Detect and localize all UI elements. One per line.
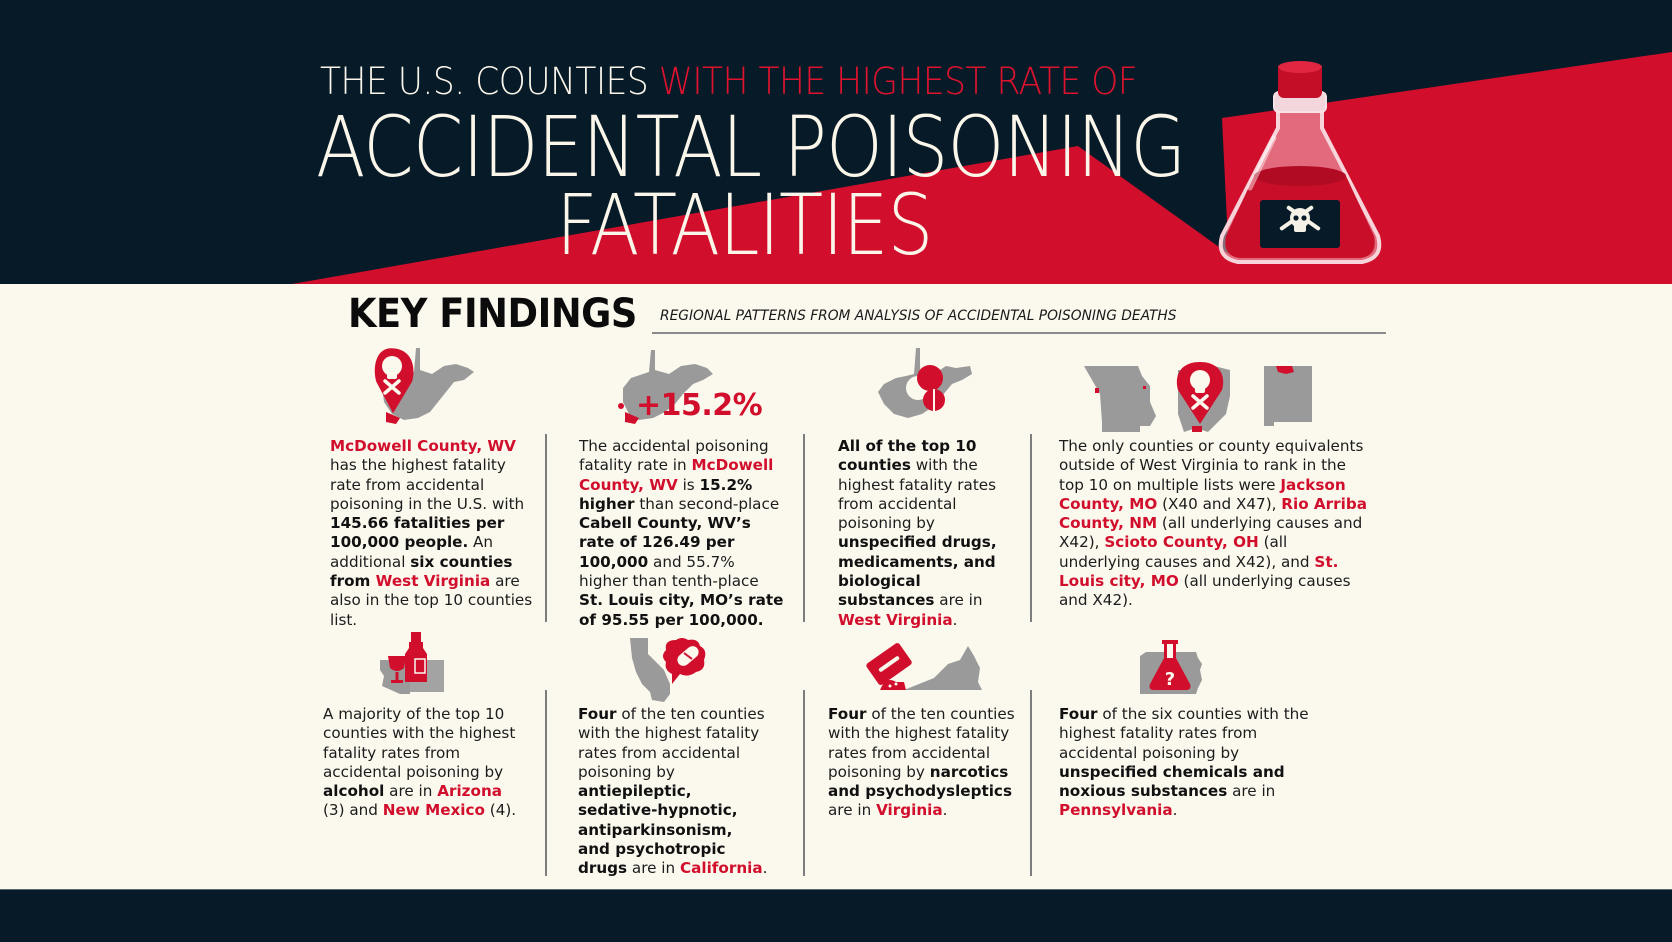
body-text: . [762, 859, 768, 878]
highlight-location: West Virginia [375, 572, 491, 591]
body-text: are in [1227, 782, 1276, 801]
body-text: of the six counties with the highest fatality rates from accidental poisoning by [1059, 705, 1309, 762]
finding-antiepileptic [578, 705, 768, 879]
emphasis-text: six counties from [330, 552, 513, 591]
highlight-location: Jackson County, MO [1059, 475, 1346, 513]
highlight-location: St. Louis city, MO [1059, 552, 1339, 591]
body-text: and 55.7% higher than tenth-place [579, 552, 759, 591]
body-text: than second-place [634, 494, 780, 513]
california-brain-pill-icon [628, 636, 712, 704]
emphasis-text: Four [578, 705, 617, 723]
body-text: are in [828, 801, 877, 820]
body-text: (X40 and X47), [1157, 494, 1282, 513]
highlight-location: Arizona [437, 782, 503, 801]
highlight-location: McDowell County, WV [330, 437, 516, 455]
emphasis-text: alcohol [323, 782, 385, 801]
west-virginia-map-pills-icon [876, 344, 976, 426]
emphasis-text: All of the top 10 counties [838, 437, 977, 475]
finding-chemicals [1059, 705, 1329, 821]
emphasis-text: 145.66 fatalities per 100,000 people. [330, 514, 505, 552]
title-line-3: FATALITIES [556, 176, 933, 274]
body-text: are in [384, 782, 438, 801]
finding-percent-higher [579, 437, 784, 630]
finding-narcotics [828, 705, 1018, 821]
poison-flask-icon [1210, 58, 1390, 268]
body-text: . [1172, 801, 1178, 820]
arizona-new-mexico-alcohol-icon [378, 630, 446, 696]
highlight-location: West Virginia [838, 610, 953, 629]
column-divider [803, 690, 805, 876]
svg-text:?: ? [1164, 669, 1176, 690]
column-divider [545, 434, 547, 622]
body-text: is [677, 475, 700, 494]
finding-outside-west-virginia [1059, 437, 1369, 611]
emphasis-text: 15.2% higher [579, 475, 753, 513]
emphasis-text: unspecified drugs, medicaments, and biological substances [838, 533, 997, 610]
emphasis-text: Cabell County, WV’s rate of 126.49 per 100,000 [579, 514, 751, 571]
finding-unspecified-drugs [838, 437, 1018, 630]
missouri-ohio-new-mexico-maps-icon [1080, 362, 1320, 436]
highlight-location: Virginia [876, 801, 943, 820]
west-virginia-map-skull-pin-icon [372, 344, 476, 424]
column-divider [803, 434, 805, 622]
highlight-location: California [679, 859, 763, 878]
section-underline [652, 332, 1386, 334]
column-divider [545, 690, 547, 876]
header-banner [0, 0, 1672, 284]
footer-band [0, 889, 1672, 942]
section-title: KEY FINDINGS [348, 291, 637, 337]
body-text: . [942, 801, 948, 820]
finding-mcdowell-highest [330, 437, 535, 630]
column-divider [1030, 434, 1032, 622]
body-text: (4). [484, 801, 517, 820]
body-text: A majority of the top 10 counties with the highest fatality rates from accidental poisoning by [323, 705, 516, 781]
emphasis-text: St. Louis city, MO’s rate of 95.55 per 100,000. [579, 591, 784, 629]
highlight-location: McDowell County, WV [579, 456, 774, 494]
title-line-1 [320, 60, 1137, 103]
body-text: The only counties or county equivalents outside of West Virginia to rank in the top 10 on multiple lists were [1059, 437, 1364, 494]
virginia-razor-blade-icon [864, 642, 982, 692]
highlight-location: Pennsylvania [1059, 801, 1173, 820]
emphasis-text: antiepileptic, sedative-hypnotic, antiparkinsonism, and psychotropic drugs [578, 782, 738, 878]
body-text: (3) and [323, 801, 383, 820]
finding-alcohol [323, 705, 523, 821]
body-text: are in [627, 859, 680, 878]
emphasis-text: Four [1059, 705, 1098, 723]
emphasis-text: Four [828, 705, 867, 723]
emphasis-text: unspecified chemicals and noxious substances [1059, 762, 1285, 801]
column-divider [1030, 690, 1032, 876]
highlight-location: New Mexico [382, 801, 485, 820]
emphasis-text: narcotics and psychodysleptics [828, 762, 1012, 801]
section-subtitle: REGIONAL PATTERNS FROM ANALYSIS OF ACCIDENTAL POISONING DEATHS [660, 308, 1177, 324]
body-text: (all underlying causes and X42), and [1059, 533, 1315, 571]
title-line-2: ACCIDENTAL POISONING [316, 98, 1186, 196]
highlight-location: Scioto County, OH [1104, 533, 1259, 552]
body-text: are in [934, 591, 983, 610]
body-text: (all underlying causes and X42). [1059, 572, 1351, 610]
body-text: of the ten counties with the highest fatality rates from accidental poisoning by [828, 705, 1015, 781]
body-text: has the highest fatality rate from accidental poisoning in the U.S. with [330, 456, 525, 513]
body-text: are also in the top 10 counties list. [330, 572, 533, 629]
title-white-part: THE U.S. COUNTIES [320, 60, 659, 103]
percent-badge: +15.2% [636, 388, 763, 423]
body-text: The accidental poisoning fatality rate in [579, 437, 769, 475]
body-text: An additional [330, 533, 494, 571]
title-red-part: WITH THE HIGHEST RATE OF [658, 60, 1138, 103]
body-text: with the highest fatality rates from accidental poisoning by [838, 456, 997, 533]
body-text: of the ten counties with the highest fatality rates from accidental poisoning by [578, 705, 765, 781]
highlight-location: Rio Arriba County, NM [1059, 494, 1367, 533]
body-text: (all underlying causes and X42), [1059, 514, 1363, 552]
pennsylvania-flask-question-icon [1136, 640, 1204, 696]
body-text: . [952, 610, 958, 629]
